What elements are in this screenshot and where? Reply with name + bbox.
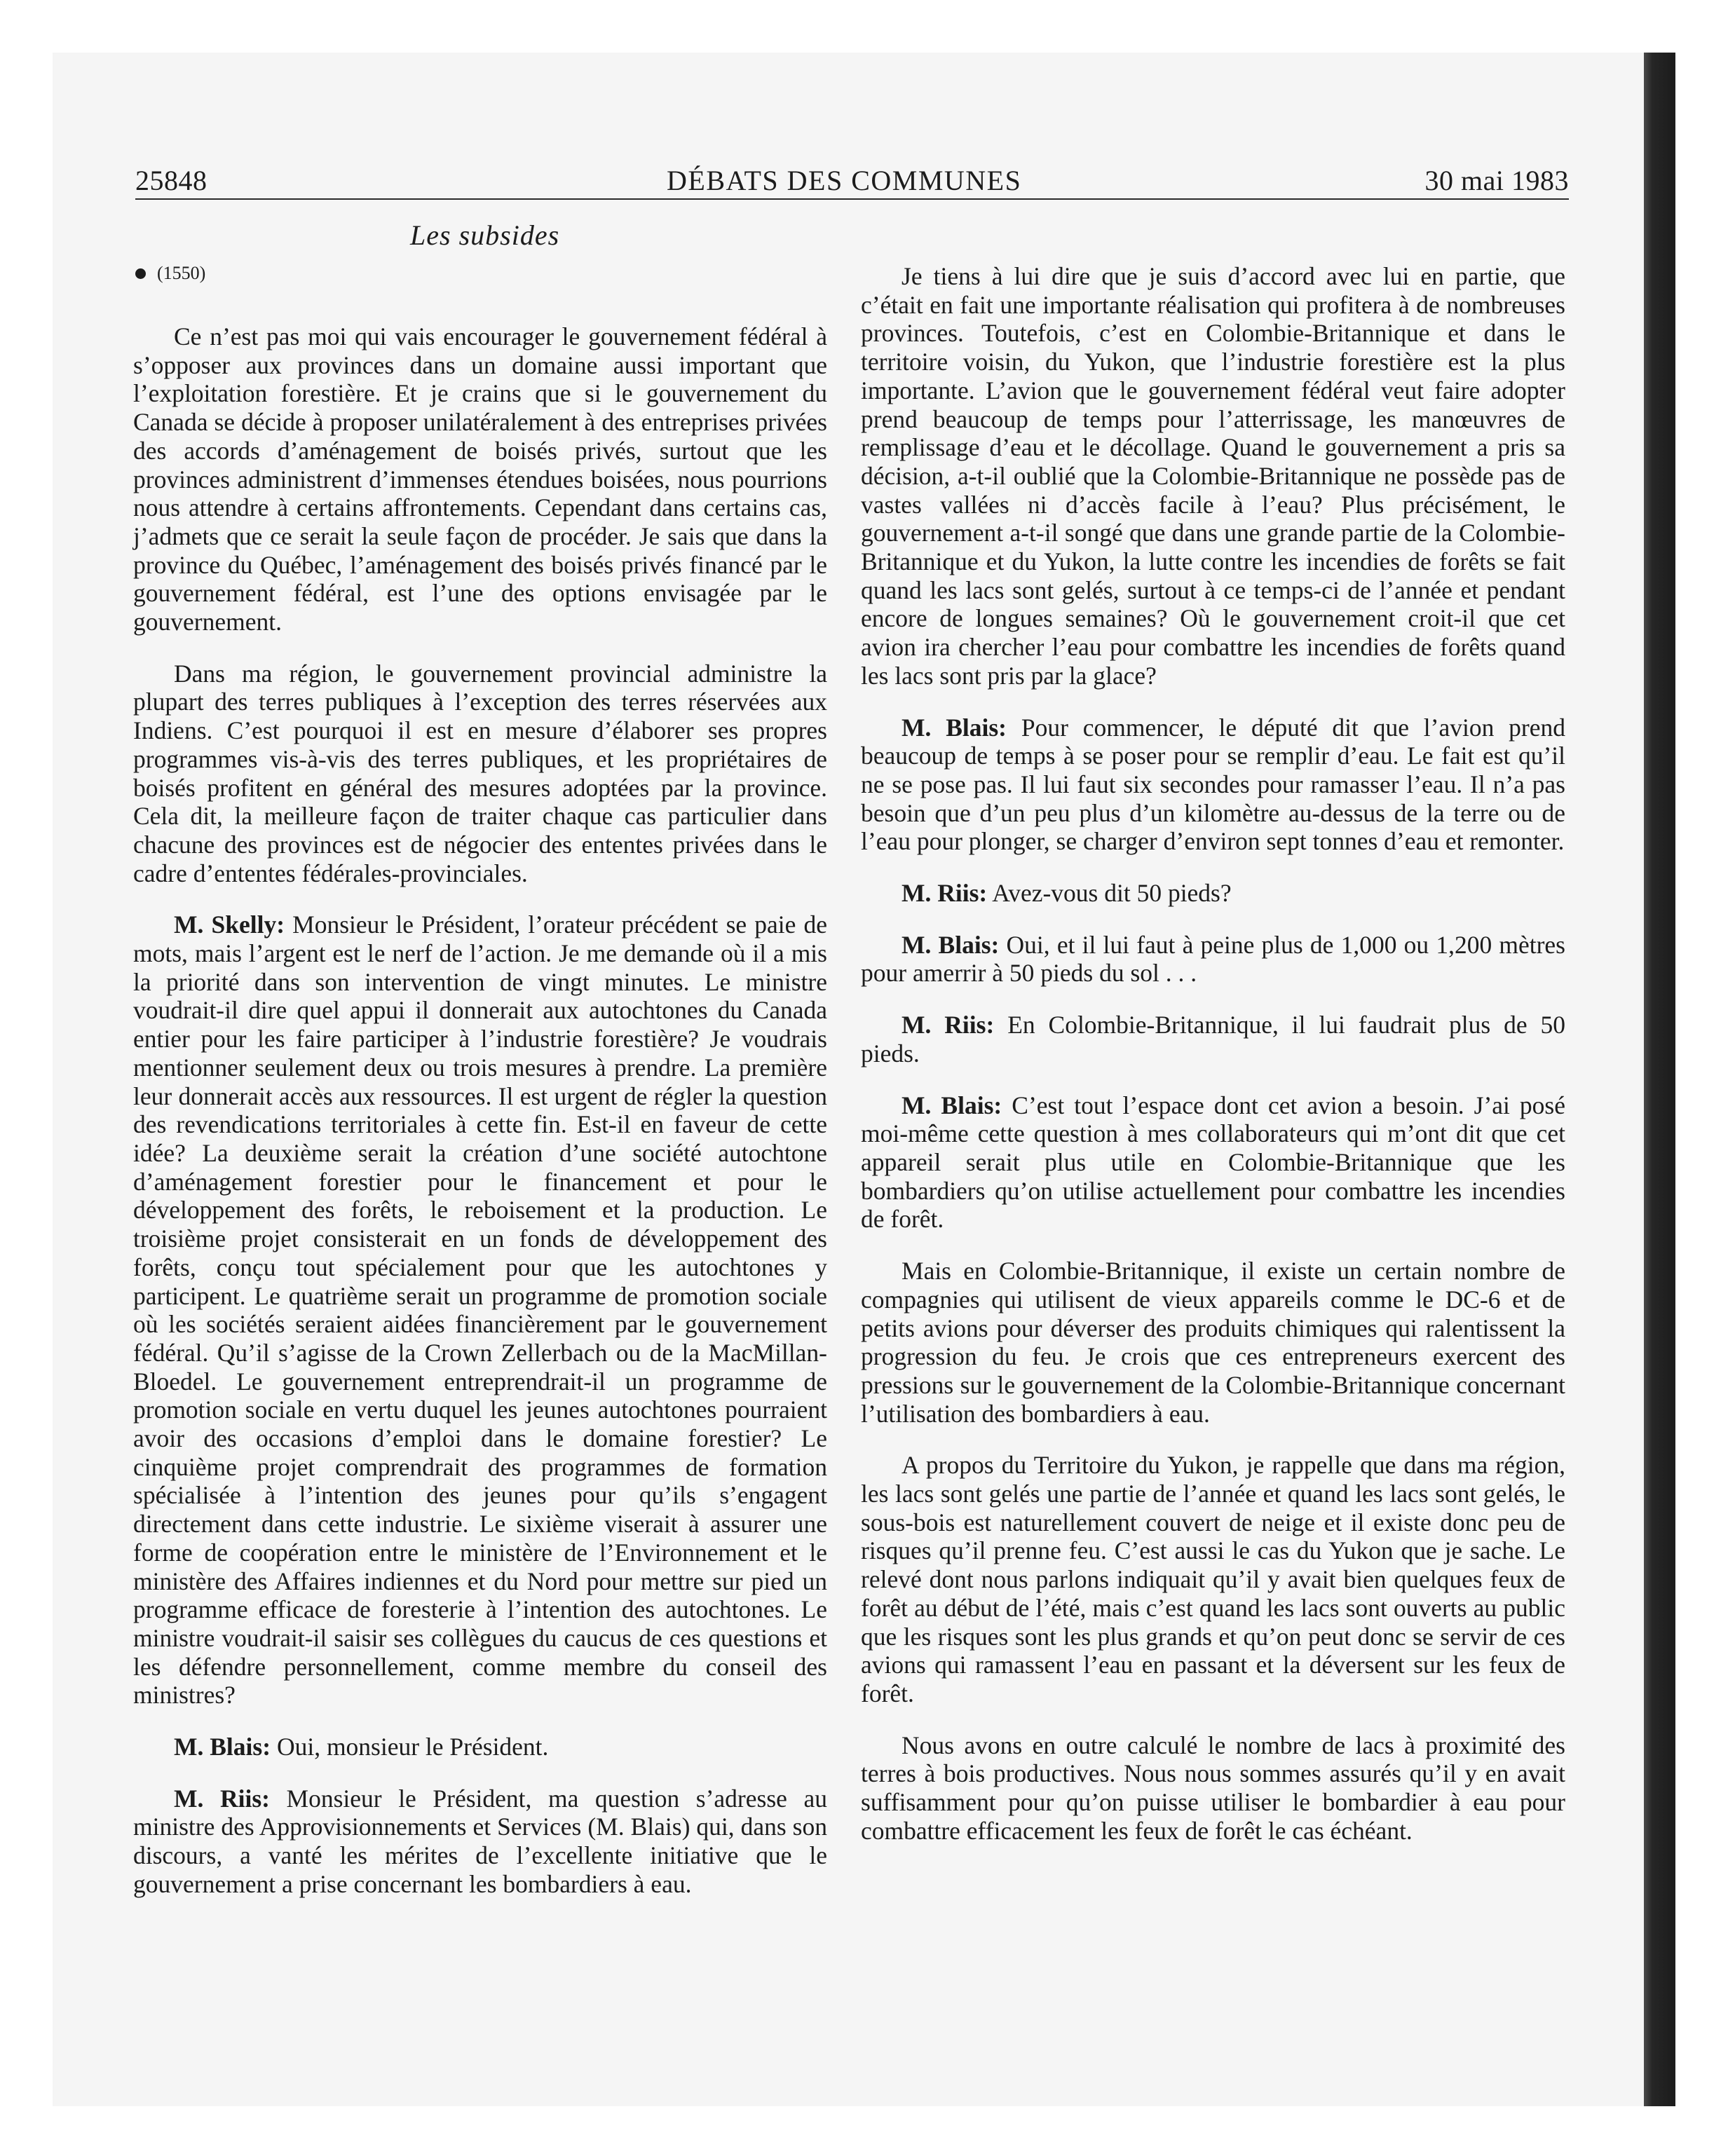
header-rule <box>135 198 1569 200</box>
speaker-name: M. Blais: <box>901 713 1007 742</box>
paragraph <box>861 931 1565 988</box>
paragraph <box>133 660 827 888</box>
paragraph-text: Monsieur le Président, l’orateur précédent se paie de mots, mais l’argent est le nerf de l’action. Je me demande où il a mis la priorité dans son intervention de vingt minutes. Le ministre voudrait-il dire quel appui il donnerait aux autochtones du Canada entier pour les faire participer à l’industrie forestière? Je voudrais mentionner seulement deux ou trois mesures à prendre. La première leur donnerait accès aux ressources. Il est urgent de régler la question des revendications territoriales à cette fin. Est-il en faveur de cette idée? La deuxième serait la création d’une société autochtone d’aménagement forestier pour le financement et pour le développement des forêts, le reboisement et la production. Le troisième projet consisterait en un fonds de développement des forêts, conçu tout spécialement pour que les autochtones y participent. Le quatrième serait un programme de promotion sociale où les sociétés seraient aidées financièrement par le gouvernement fédéral. Qu’il s’agisse de la Crown Zellerbach ou de la MacMillan-Bloedel. Le gouvernement entreprendrait-il un programme de promotion sociale en vertu duquel les jeunes autochtones pourraient avoir des occasions d’emploi dans le domaine forestier? Le cinquième projet comprendrait des programmes de formation spécialisée à l’intention des jeunes pour qu’ils s’engagent directement dans cette industrie. Le sixième viserait à assurer une forme de coopération entre le ministère de l’Environnement et le ministère des Affaires indiennes et du Nord pour mettre sur pied un programme efficace de foresterie à l’intention des autochtones. Le ministre voudrait-il saisir ses collègues du caucus de ces questions et les défendre personnellement, comme membre du conseil des ministres? <box>133 910 828 1710</box>
paragraph-text: C’est tout l’espace dont cet avion a besoin. J’ai posé moi-même cette question à mes collaborateurs qui m’ont dit que cet appareil serait plus utile en Colombie-Britannique que les bombardiers qu’on utilise actuellement pour combattre les incendies de forêt. <box>861 1091 1566 1234</box>
paragraph <box>861 714 1565 857</box>
time-marker-label: (1550) <box>157 263 206 283</box>
paragraph-text: Nous avons en outre calculé le nombre de lacs à proximité des terres à bois productives. Nous nous sommes assurés qu’il y en avait suffisamment pour qu’on puisse utiliser le bombardier à eau pour combattre efficacement les feux de forêt le cas échéant. <box>861 1731 1565 1845</box>
paragraph-text: Pour commencer, le député dit que l’avion prend beaucoup de temps à se poser pour se remplir d’eau. Le fait est qu’il ne se pose pas. Il lui faut six secondes pour ramasser l’eau. Il n’a pas besoin que d’un peu plus d’un kilomètre au-dessus de la terre ou de l’eau pour plonger, se charger d’environ sept tonnes d’eau et remonter. <box>861 713 1565 856</box>
paragraph-text: Mais en Colombie-Britannique, il existe un certain nombre de compagnies qui utilisent de vieux appareils comme le DC-6 et de petits avions pour déverser des produits chimiques qui ralentissent la progression du feu. Je crois que ces entrepreneurs exercent des pressions sur le gouvernement de la Colombie-Britannique concernant l’utilisation des bombardiers à eau. <box>861 1257 1565 1428</box>
left-column <box>133 322 827 1922</box>
paragraph-text: Dans ma région, le gouvernement provincial administre la plupart des terres publiques à l’exception des terres réservées aux Indiens. C’est pourquoi il est en mesure d’élaborer ses propres programmes vis-à-vis des terres publiques, et les propriétaires de boisés profitent en général des mesures adoptées par la province. Cela dit, la meilleure façon de traiter chaque cas particulier dans chacune des provinces est de négocier des ententes privées dans le cadre d’ententes fédérales-provinciales. <box>133 659 827 887</box>
right-column <box>861 262 1565 1868</box>
speaker-name: M. Blais: <box>901 1091 1002 1119</box>
paragraph <box>861 1257 1565 1428</box>
speaker-name: M. Skelly: <box>174 910 285 939</box>
paragraph <box>133 1785 827 1899</box>
paragraph-text: Monsieur le Président, ma question s’adresse au ministre des Approvisionnements et Services (M. Blais) qui, dans son discours, a vanté les mérites de l’excellente initiative que le gouvernement a prise concernant les bombardiers à eau. <box>133 1784 827 1898</box>
page-date: 30 mai 1983 <box>1424 165 1569 196</box>
speaker-name: M. Riis: <box>174 1784 270 1813</box>
paragraph-text: Oui, monsieur le Président. <box>276 1733 549 1761</box>
time-marker <box>135 259 205 287</box>
paragraph-text: Oui, et il lui faut à peine plus de 1,000 ou 1,200 mètres pour amerrir à 50 pieds du sol . . . <box>861 930 1565 988</box>
speaker-name: M. Riis: <box>901 879 988 908</box>
paragraph-text: A propos du Territoire du Yukon, je rappelle que dans ma région, les lacs sont gelés une partie de l’année et quand les lacs sont gelés, le sous-bois est naturellement couvert de neige et il existe donc peu de risques qu’il prenne feu. C’est aussi le cas du Yukon que je sache. Le relevé dont nous parlons indiquait qu’il y avait bien quelques feux de forêt au début de l’été, mais c’est quand les lacs sont ouverts au public que les risques sont les plus grands et qu’on peut donc se servir de ces avions qui ramassent l’eau en passant et la déversent sur les feux de forêt. <box>861 1451 1565 1707</box>
bullet-icon <box>135 268 146 279</box>
paragraph-text: Avez-vous dit 50 pieds? <box>992 879 1232 908</box>
paragraph-text: En Colombie-Britannique, il lui faudrait plus de 50 pieds. <box>861 1011 1565 1067</box>
section-title: Les subsides <box>410 219 560 251</box>
speaker-name: M. Riis: <box>901 1011 995 1039</box>
paragraph <box>861 1731 1565 1845</box>
speaker-name: M. Blais: <box>901 930 1000 959</box>
paragraph <box>861 262 1565 690</box>
page-number: 25848 <box>135 165 207 196</box>
paragraph <box>133 1733 827 1761</box>
paragraph <box>133 910 827 1710</box>
paragraph <box>861 1011 1565 1067</box>
paragraph <box>861 879 1565 908</box>
paragraph <box>861 1091 1565 1234</box>
journal-title: DÉBATS DES COMMUNES <box>667 165 1022 196</box>
paragraph-text: Ce n’est pas moi qui vais encourager le gouvernement fédéral à s’opposer aux provinces dans un domaine aussi important que l’exploitation forestière. Et je crains que si le gouvernement du Canada se décide à proposer unilatéralement à des entreprises privées des accords d’aménagement de boisés privés, surtout que les provinces administrent d’immenses étendues boisées, nous pourrions nous attendre à certains affrontements. Cependant dans certains cas, j’admets que ce serait la seule façon de procéder. Je sais que dans la province du Québec, l’aménagement des boisés privés financé par le gouvernement fédéral, est l’une des options envisagée par le gouvernement. <box>133 322 827 636</box>
paragraph-text: Je tiens à lui dire que je suis d’accord avec lui en partie, que c’était en fait une importante réalisation qui profitera à de nombreuses provinces. Toutefois, c’est en Colombie-Britannique et dans le territoire voisin, du Yukon, que l’industrie forestière est la plus importante. L’avion que le gouvernement fédéral veut faire adopter prend beaucoup de temps pour l’atterrissage, les manœuvres de remplissage d’eau et le décollage. Quand le gouvernement a pris sa décision, a-t-il oublié que la Colombie-Britannique ne possède pas de vastes vallées ni d’accès facile à l’eau? Plus précisément, le gouvernement a-t-il songé que dans une grande partie de la Colombie-Britannique et du Yukon, la lutte contre les incendies de forêts se fait quand les lacs sont gelés, surtout à ce temps-ci de l’année et pendant encore de longues semaines? Où le gouvernement croit-il que cet avion ira chercher l’eau pour combattre les incendies de forêts quand les lacs sont pris par la glace? <box>861 262 1565 690</box>
speaker-name: M. Blais: <box>174 1733 271 1761</box>
paragraph <box>861 1451 1565 1707</box>
scan-edge-shadow <box>1644 53 1675 2106</box>
paragraph <box>133 322 827 636</box>
